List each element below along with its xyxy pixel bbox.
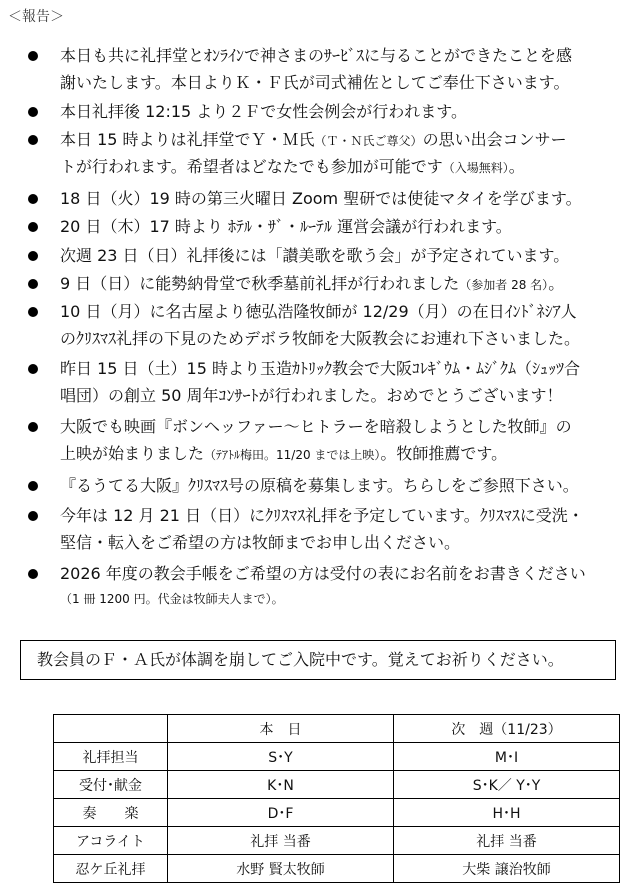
bullet-icon [28, 135, 38, 145]
table-row [54, 799, 620, 827]
item-line: 『るうてる大阪』ｸﾘｽﾏｽ号の原稿を募集します。ちらしをご参照下さい。 [60, 476, 579, 495]
table-row [54, 855, 620, 883]
table-row [54, 827, 620, 855]
table-header: 次 週（11/23） [394, 715, 620, 743]
table-row [54, 743, 620, 771]
table-cell: K･N [168, 771, 394, 799]
item-line: 謝いたします。本日よりＫ・Ｆ氏が司式補佐としてご奉仕下さいます。 [60, 73, 570, 92]
bullet-icon [28, 511, 38, 521]
table-cell: 水野 賢太牧師 [168, 855, 394, 883]
table-row [54, 771, 620, 799]
item-line: 本日礼拝後 12:15 より２Ｆで女性会例会が行われます。 [60, 102, 468, 121]
table-cell: アコライト [54, 827, 168, 855]
item-line: 本日も共に礼拝堂とｵﾝﾗｲﾝで神さまのｻｰﾋﾞｽに与ることができたことを感 [60, 46, 573, 65]
table-cell: M･I [394, 743, 620, 771]
table-header [54, 715, 168, 743]
bullet-icon [28, 251, 38, 261]
item-line: のｸﾘｽﾏｽ礼拝の下見のためデボラ牧師を大阪教会にお連れ下さいました。 [60, 329, 581, 348]
bullet-icon [28, 107, 38, 117]
table-header: 本 日 [168, 715, 394, 743]
prayer-request-box: 教会員のＦ・Ａ氏が体調を崩してご入院中です。覚えてお祈りください。 [20, 640, 616, 680]
item-line: 18 日（火）19 時の第三火曜日 Zoom 聖研では使徒マタイを学びます。 [60, 189, 582, 208]
item-line: 20 日（木）17 時より ﾎﾃﾙ・ｻﾞ・ﾙｰﾃﾙ 運営会議が行われます。 [60, 217, 512, 236]
item-line: 9 日（日）に能勢納骨堂で秋季墓前礼拝が行われました（参加者 28 名）。 [60, 274, 565, 293]
bullet-icon [28, 279, 38, 289]
bullet-icon [28, 569, 38, 579]
table-cell: 受付･献金 [54, 771, 168, 799]
bullet-icon [28, 194, 38, 204]
item-line: 次週 23 日（日）礼拝後には「讃美歌を歌う会」が予定されています。 [60, 246, 570, 265]
table-cell: 忍ケ丘礼拝 [54, 855, 168, 883]
bullet-icon [28, 51, 38, 61]
item-line: トが行われます。希望者はどなたでも参加が可能です（入場無料）。 [60, 157, 525, 176]
table-cell: 礼拝 当番 [168, 827, 394, 855]
table-cell: 大柴 譲治牧師 [394, 855, 620, 883]
item-line: 昨日 15 日（土）15 時より玉造ｶﾄﾘｯｸ教会で大阪ｺﾚｷﾞｳﾑ・ﾑｼﾞｸﾑ（ｼｭｯﾂ合 [60, 359, 580, 378]
table-cell: 礼拝担当 [54, 743, 168, 771]
item-line: 上映が始まりました（ﾃｱﾄﾙ梅田。11/20 までは上映）。牧師推薦です。 [60, 444, 508, 463]
schedule-table [53, 714, 620, 883]
bullet-icon [28, 307, 38, 317]
item-line: 唱団）の創立 50 周年ｺﾝｻｰﾄが行われました。おめでとうございます！ [60, 386, 563, 405]
table-cell: 奏 楽 [54, 799, 168, 827]
item-line: 本日 15 時よりは礼拝堂でＹ・Ｍ氏（Ｔ・Ｎ氏ご尊父）の思い出会コンサー [60, 130, 567, 149]
bullet-icon [28, 422, 38, 432]
table-cell: D･F [168, 799, 394, 827]
bullet-icon [28, 364, 38, 374]
bullet-icon [28, 222, 38, 232]
item-line: 大阪でも映画『ボンヘッファー～ヒトラーを暗殺しようとした牧師』の [60, 417, 572, 436]
table-cell: H･H [394, 799, 620, 827]
item-line: 堅信・転入をご希望の方は牧師までお申し出ください。 [60, 533, 461, 552]
item-line: 2026 年度の教会手帳をご希望の方は受付の表にお名前をお書きください [60, 564, 586, 583]
item-line: 今年は 12 月 21 日（日）にｸﾘｽﾏｽ礼拝を予定しています。ｸﾘｽﾏｽに受洗・ [60, 506, 584, 525]
bullet-icon [28, 481, 38, 491]
table-cell: S･K／ Y･Y [394, 771, 620, 799]
item-line: 10 日（月）に名古屋より徳弘浩隆牧師が 12/29（月）の在日ｲﾝﾄﾞﾈｼｱ人 [60, 302, 577, 321]
table-cell: S･Y [168, 743, 394, 771]
table-header-row [54, 715, 620, 743]
item-line: （1 冊 1200 円。代金は牧師夫人まで）。 [60, 592, 284, 606]
table-cell: 礼拝 当番 [394, 827, 620, 855]
report-header: ＜報告＞ [8, 9, 64, 25]
